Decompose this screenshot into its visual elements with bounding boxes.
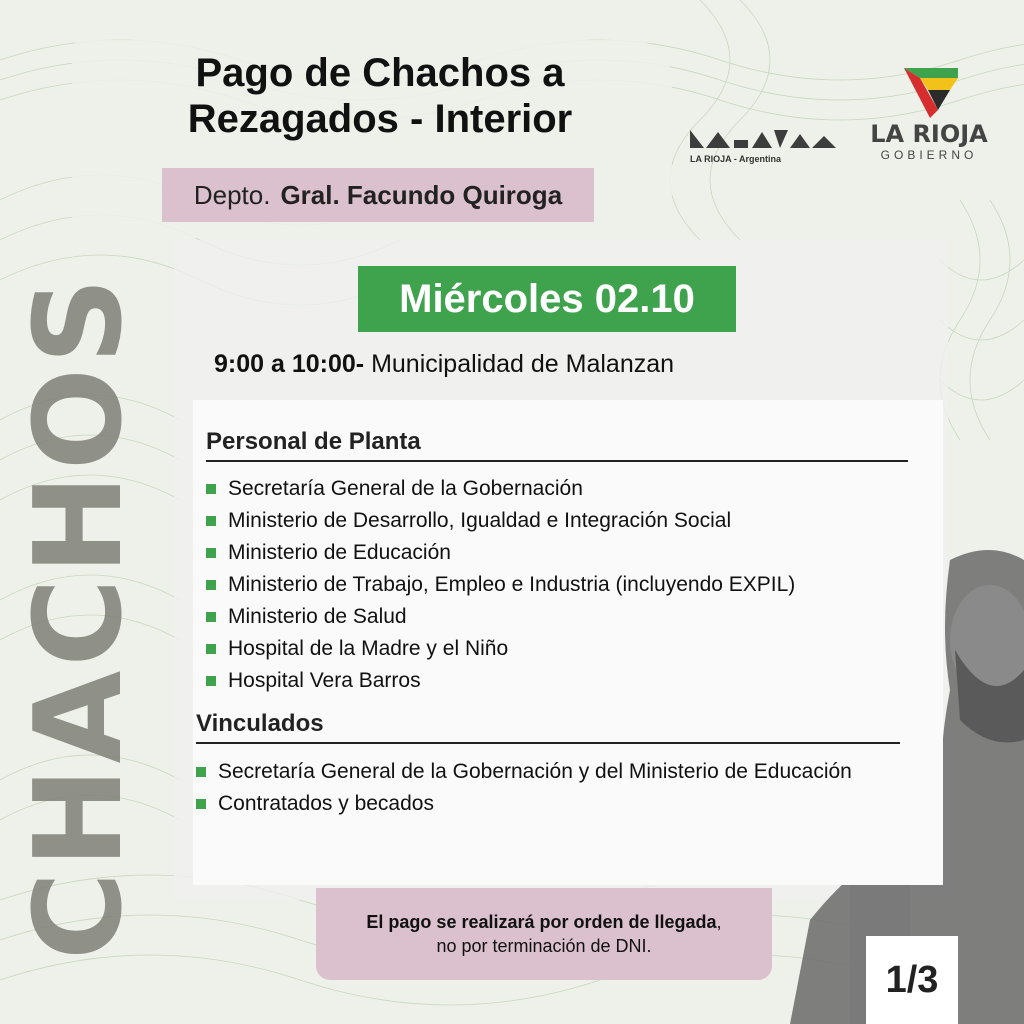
page-title <box>120 50 640 142</box>
green-square-bullet-icon <box>206 676 216 686</box>
notice-comma: , <box>716 912 722 932</box>
vinculados-list <box>196 756 852 820</box>
gobierno-subtitle: GOBIERNO <box>880 148 978 162</box>
page-indicator: 1/3 <box>866 936 958 1024</box>
list-item: Hospital Vera Barros <box>206 665 795 697</box>
date-badge: Miércoles 02.10 <box>358 266 736 332</box>
green-square-bullet-icon <box>206 516 216 526</box>
payment-notice <box>316 888 772 980</box>
depto-name: Gral. Facundo Quiroga <box>280 179 563 210</box>
depto-label: Depto. <box>193 179 271 210</box>
list-item: Ministerio de Educación <box>206 537 795 569</box>
title-line-1: Pago de Chachos a <box>195 51 565 95</box>
personal-de-planta-list <box>206 473 795 697</box>
green-square-bullet-icon <box>206 548 216 558</box>
list-item: Secretaría General de la Gobernación y del Ministerio de Educación <box>196 756 852 788</box>
schedule-time: 9:00 a 10:00- <box>214 350 365 378</box>
green-square-bullet-icon <box>196 799 206 809</box>
gobierno-emblem-icon <box>900 62 962 120</box>
list-item: Contratados y becados <box>196 788 852 820</box>
schedule-line <box>214 350 674 379</box>
depto-badge <box>162 168 594 222</box>
notice-bold-text: El pago se realizará por orden de llegada <box>366 912 717 932</box>
la-rioja-argentina-text: LA RIOJA - Argentina <box>690 154 782 164</box>
green-square-bullet-icon <box>206 612 216 622</box>
gobierno-title: LA RIOJA <box>870 120 988 148</box>
green-square-bullet-icon <box>206 580 216 590</box>
title-line-2: Rezagados - Interior <box>187 97 573 141</box>
green-square-bullet-icon <box>196 767 206 777</box>
green-square-bullet-icon <box>206 644 216 654</box>
list-item: Ministerio de Salud <box>206 601 795 633</box>
vertical-chachos-word: CHACHOS <box>10 273 149 960</box>
list-item: Hospital de la Madre y el Niño <box>206 633 795 665</box>
personal-de-planta-heading: Personal de Planta <box>206 428 908 462</box>
green-square-bullet-icon <box>206 484 216 494</box>
notice-line-2: no por terminación de DNI. <box>436 936 652 956</box>
vinculados-heading: Vinculados <box>196 710 900 744</box>
list-item: Ministerio de Trabajo, Empleo e Industria (incluyendo EXPIL) <box>206 569 795 601</box>
list-item: Secretaría General de la Gobernación <box>206 473 795 505</box>
list-item: Ministerio de Desarrollo, Igualdad e Integración Social <box>206 505 795 537</box>
schedule-place: Municipalidad de Malanzan <box>371 350 675 378</box>
